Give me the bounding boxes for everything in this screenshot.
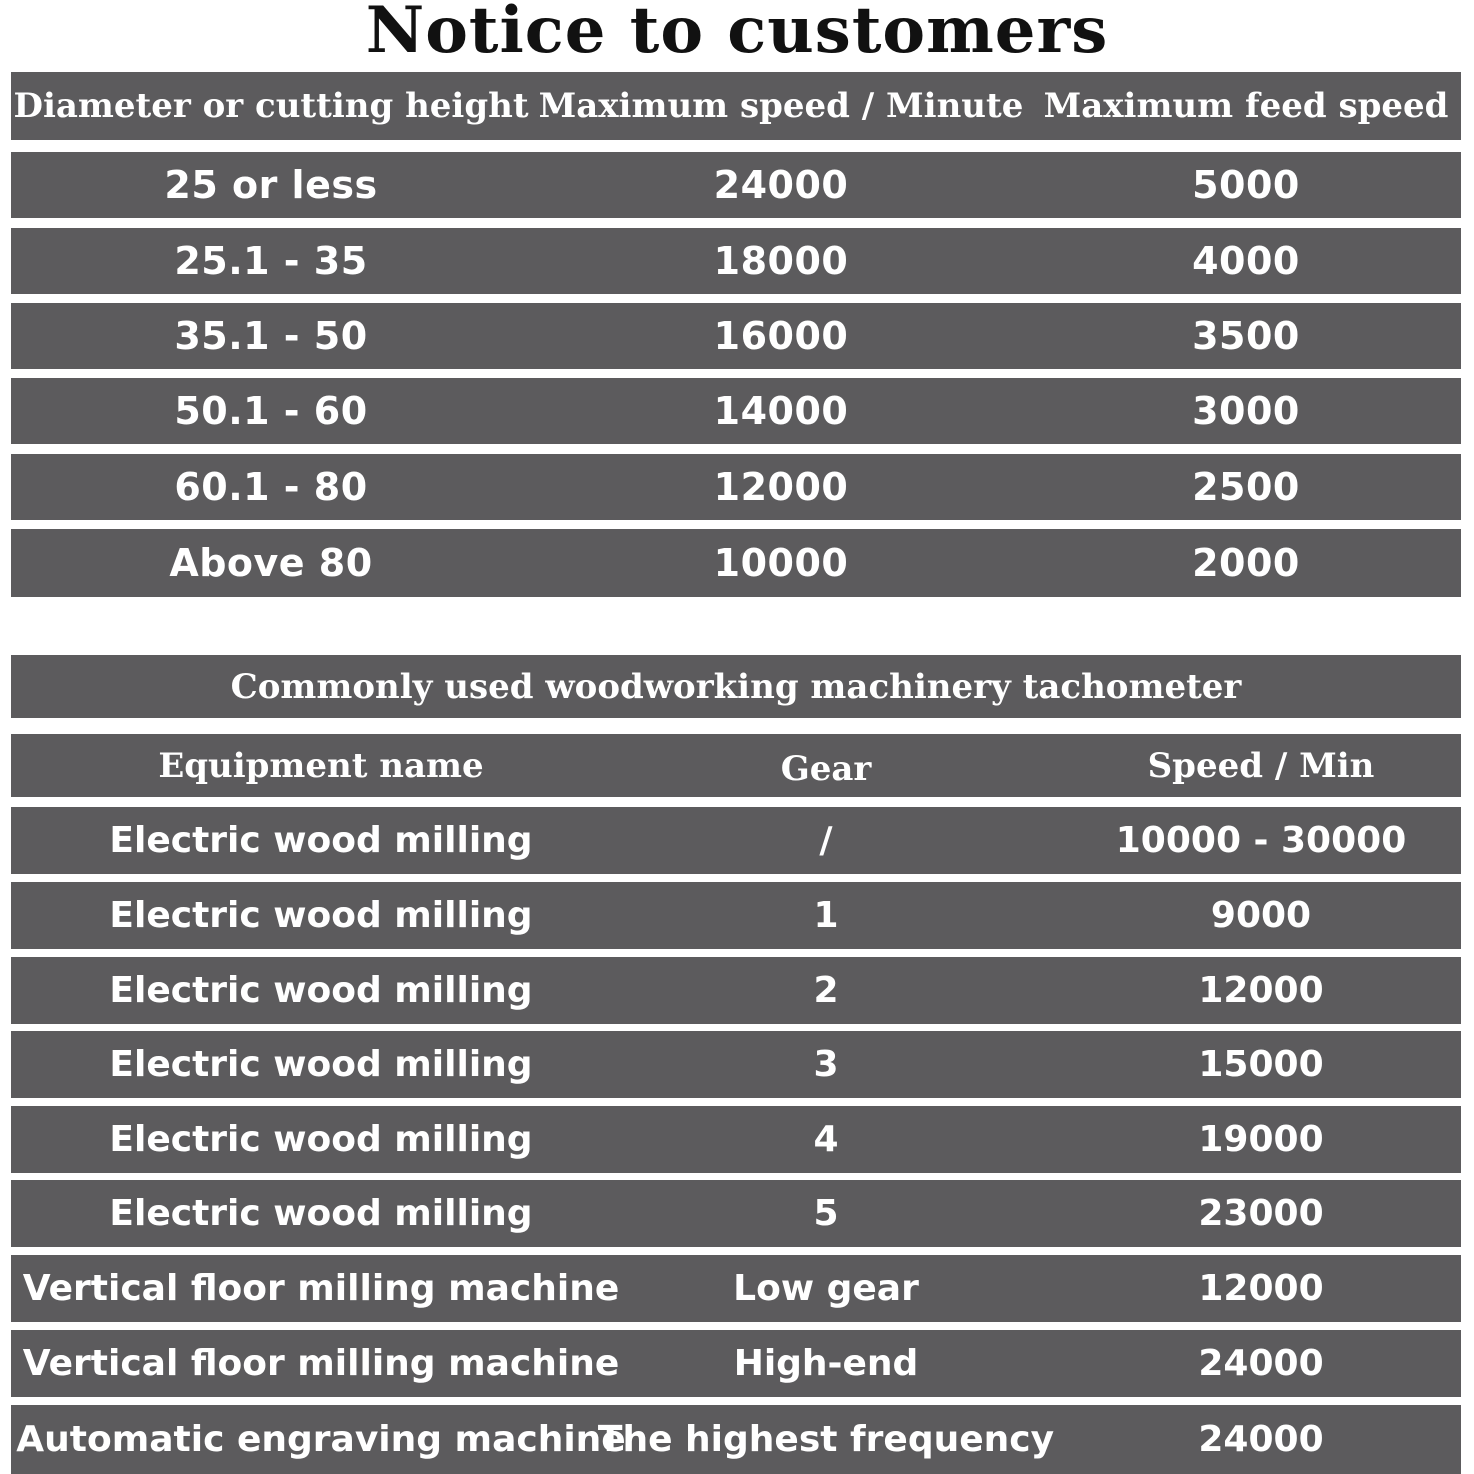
table1-cell-diameter: 50.1 - 60: [174, 389, 368, 433]
table2-cell-speed: 19000: [1198, 1119, 1324, 1160]
table1-cell-max-feed: 4000: [1192, 239, 1300, 283]
table2-caption-row: [11, 655, 1461, 718]
table1-cell-diameter: Above 80: [169, 541, 373, 585]
table2-cell-speed: 15000: [1198, 1044, 1324, 1085]
table1-cell-max-speed: 10000: [713, 541, 849, 585]
table2-cell-gear: Low gear: [733, 1268, 919, 1309]
table2-cell-speed: 12000: [1198, 1268, 1324, 1309]
table1-cell-max-feed: 2000: [1192, 541, 1300, 585]
table1-header-max-speed: Maximum speed / Minute: [538, 86, 1024, 126]
table2-cell-equipment: Vertical floor milling machine: [22, 1268, 620, 1309]
table2-header-speed: Speed / Min: [1147, 745, 1375, 786]
table2-cell-gear: /: [819, 820, 833, 861]
table2-caption: Commonly used woodworking machinery tachometer: [230, 666, 1242, 707]
table2-cell-speed: 12000: [1198, 970, 1324, 1011]
table2-row: [11, 1330, 1461, 1397]
table2-cell-gear: 2: [813, 970, 839, 1011]
table2-cell-speed: 9000: [1210, 895, 1312, 936]
table1-header-diameter: Diameter or cutting height: [13, 86, 529, 126]
table1-row: [11, 529, 1461, 597]
table2-cell-gear: 5: [813, 1193, 839, 1234]
table2-row: [11, 807, 1461, 874]
table1-cell-max-speed: 16000: [713, 314, 849, 358]
page-title: Notice to customers: [365, 0, 1109, 68]
notice-table-frame: [9, 72, 1465, 1474]
table1-row: [11, 454, 1461, 520]
table2-cell-equipment: Electric wood milling: [109, 1119, 533, 1160]
table1-header-max-feed: Maximum feed speed: [1043, 86, 1449, 126]
table2-cell-equipment: Automatic engraving machine: [16, 1419, 626, 1460]
table1-header-row: [11, 72, 1461, 140]
table1-cell-max-feed: 5000: [1192, 163, 1300, 207]
table2-row: [11, 1255, 1461, 1322]
table1-cell-max-speed: 24000: [713, 163, 849, 207]
table2-cell-gear: 1: [813, 895, 839, 936]
table2-row: [11, 1180, 1461, 1247]
table2-cell-speed: 24000: [1198, 1419, 1324, 1460]
table2-header-row: [11, 734, 1461, 797]
table2-cell-speed: 10000 - 30000: [1115, 820, 1407, 861]
table1-cell-max-speed: 12000: [713, 465, 849, 509]
table1-cell-diameter: 60.1 - 80: [174, 465, 368, 509]
table2-header-gear: Gear: [780, 748, 872, 789]
table2-cell-gear: The highest frequency: [597, 1419, 1055, 1460]
table2-cell-equipment: Electric wood milling: [109, 1044, 533, 1085]
table1-row: [11, 228, 1461, 294]
table1-cell-diameter: 25 or less: [164, 163, 378, 207]
table2-cell-gear: 3: [813, 1044, 839, 1085]
table1-row: [11, 378, 1461, 444]
table2-cell-equipment: Vertical floor milling machine: [22, 1343, 620, 1384]
table1-cell-diameter: 25.1 - 35: [174, 239, 368, 283]
table2-header-equipment: Equipment name: [158, 745, 484, 786]
table2-row: [11, 957, 1461, 1024]
table2-cell-equipment: Electric wood milling: [109, 820, 533, 861]
table2-cell-equipment: Electric wood milling: [109, 895, 533, 936]
table2-row: [11, 882, 1461, 949]
table1-cell-max-speed: 18000: [713, 239, 849, 283]
table1-cell-max-speed: 14000: [713, 389, 849, 433]
table2-row: [11, 1031, 1461, 1098]
table1-cell-max-feed: 3500: [1192, 314, 1300, 358]
table2-cell-equipment: Electric wood milling: [109, 970, 533, 1011]
table2-row: [11, 1106, 1461, 1173]
table2-row: [11, 1405, 1461, 1474]
table1-cell-max-feed: 3000: [1192, 389, 1300, 433]
table2-cell-speed: 23000: [1198, 1193, 1324, 1234]
table2-cell-gear: 4: [813, 1119, 839, 1160]
table1-cell-max-feed: 2500: [1192, 465, 1300, 509]
table1-cell-diameter: 35.1 - 50: [174, 314, 368, 358]
table2-cell-equipment: Electric wood milling: [109, 1193, 533, 1234]
table1-row: [11, 303, 1461, 369]
table2-cell-gear: High-end: [733, 1343, 919, 1384]
table2-cell-speed: 24000: [1198, 1343, 1324, 1384]
table1-row: [11, 152, 1461, 218]
